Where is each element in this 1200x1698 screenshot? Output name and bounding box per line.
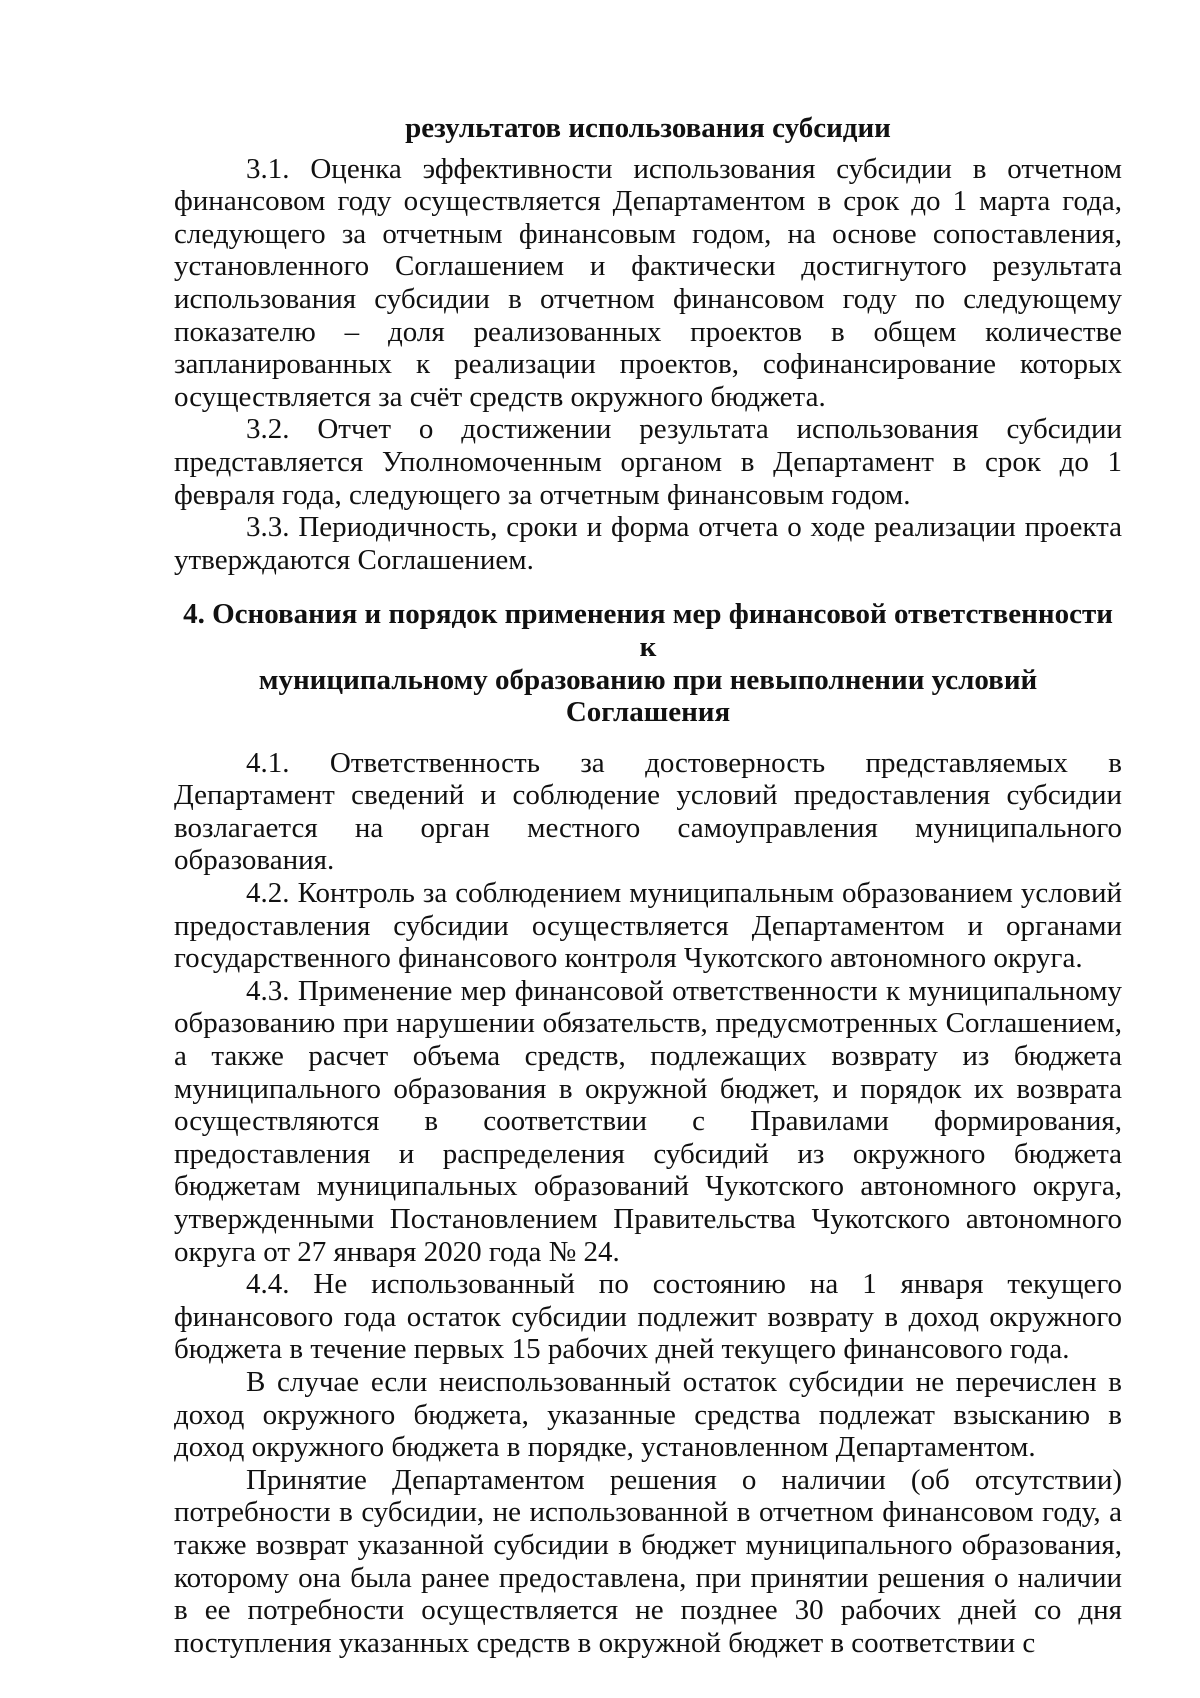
section-4-heading-line-1: 4. Основания и порядок применения мер финансовой ответственности к — [183, 598, 1113, 663]
paragraph-4-3: 4.3. Применение мер финансовой ответственности к муниципальному образованию при нарушении обязательств, предусмотренных Соглашением, а также расчет объема средств, подлежащих возврату из бюджета муниципального образования в окружной бюджет, и порядок их возврата осуществляются в соответствии с Правилами формирования, предоставления и распределения субсидий из окружного бюджета бюджетам муниципальных образований Чукотского автономного округа, утвержденными Постановлением Правительства Чукотского автономного округа от 27 января 2020 года № 24. — [174, 974, 1122, 1268]
paragraph-4-4-unused-balance: В случае если неиспользованный остаток субсидии не перечислен в доход окружного бюджета, указанные средства подлежат взысканию в доход окружного бюджета в порядке, установленном Департаментом. — [174, 1365, 1122, 1464]
section-3-heading-tail: результатов использования субсидии — [405, 112, 891, 144]
paragraph-3-1: 3.1. Оценка эффективности использования субсидии в отчетном финансовом году осуществляется Департаментом в срок до 1 марта года, следующего за отчетным финансовым годом, на основе сопоставления, установленного Соглашением и фактически достигнутого результата использования субсидии в отчетном финансовом году по следующему показателю – доля реализованных проектов в общем количестве запланированных к реализации проектов, софинансирование которых осуществляется за счёт средств окружного бюджета. — [174, 152, 1122, 413]
paragraph-4-1: 4.1. Ответственность за достоверность представляемых в Департамент сведений и соблюдение условий предоставления субсидии возлагается на орган местного самоуправления муниципального образования. — [174, 746, 1122, 877]
paragraph-4-4: 4.4. Не использованный по состоянию на 1 января текущего финансового года остаток субсидии подлежит возврату в доход окружного бюджета в течение первых 15 рабочих дней текущего финансового года. — [174, 1268, 1122, 1366]
section-4-heading — [174, 598, 1122, 728]
paragraph-4-2: 4.2. Контроль за соблюдением муниципальным образованием условий предоставления субсидии осуществляется Департаментом и органами государственного финансового контроля Чукотского автономного округа. — [174, 877, 1122, 975]
paragraph-3-3: 3.3. Периодичность, сроки и форма отчета о ходе реализации проекта утверждаются Соглашением. — [174, 511, 1122, 576]
document-page — [174, 112, 1122, 1659]
paragraph-4-4-decision: Принятие Департаментом решения о наличии (об отсутствии) потребности в субсидии, не использованной в отчетном финансовом году, а также возврат указанной субсидии в бюджет муниципального образования, которому она была ранее предоставлена, при принятии решения о наличии в ее потребности осуществляется не позднее 30 рабочих дней со дня поступления указанных средств в окружной бюджет в соответствии с — [174, 1463, 1122, 1659]
paragraph-3-2: 3.2. Отчет о достижении результата использования субсидии представляется Уполномоченным органом в Департамент в срок до 1 февраля года, следующего за отчетным финансовым годом. — [174, 413, 1122, 511]
section-4-heading-line-2: муниципальному образованию при невыполнении условий Соглашения — [258, 663, 1038, 729]
